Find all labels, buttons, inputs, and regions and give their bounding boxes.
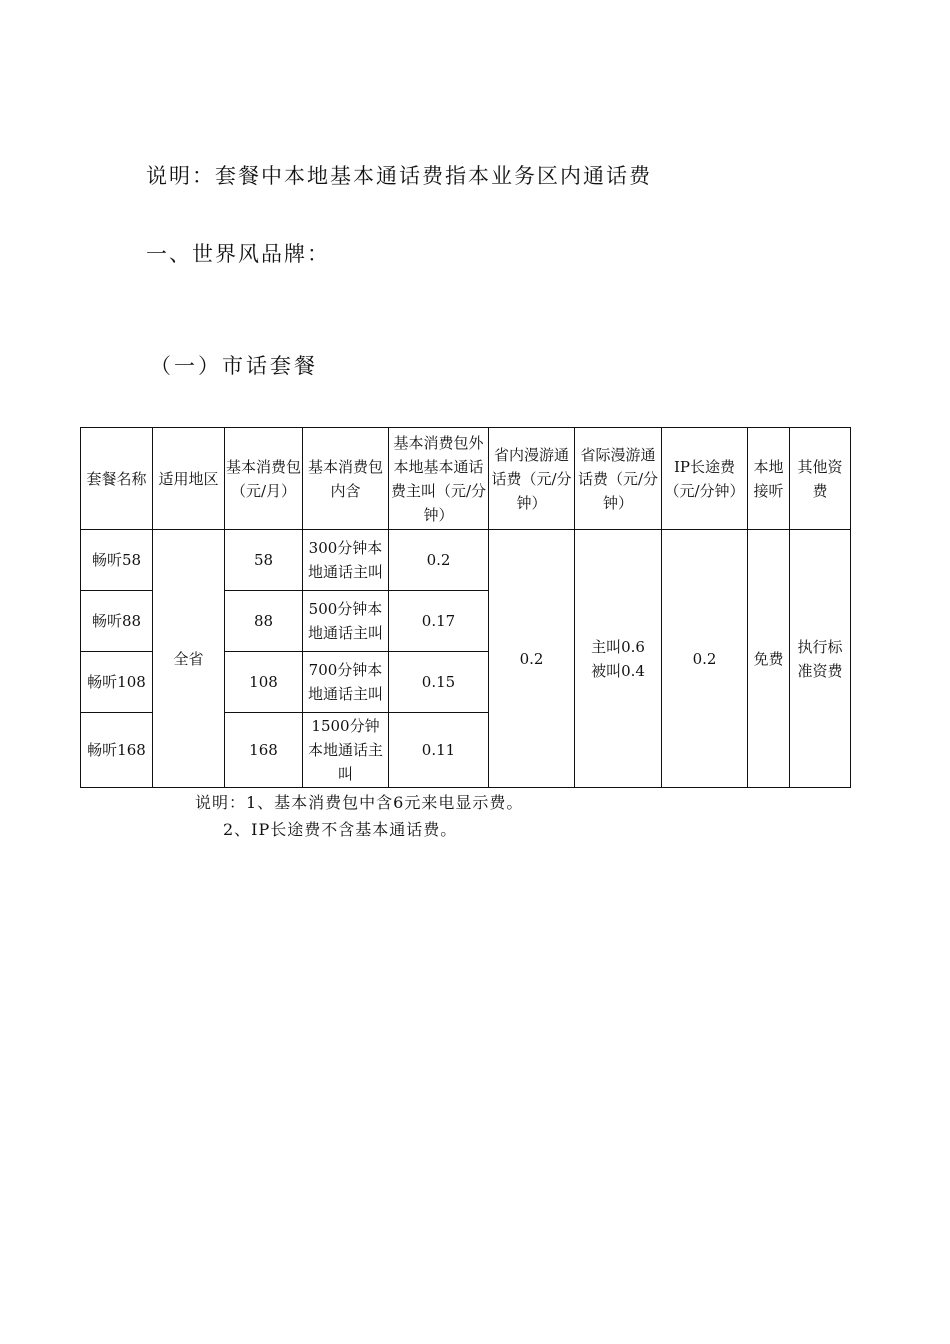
plan-name-cell: 畅听108 xyxy=(81,652,153,713)
other-fees-cell: 执行标准资费 xyxy=(790,530,851,788)
header-local-rate: 基本消费包外本地基本通话费主叫（元/分钟） xyxy=(389,428,489,530)
header-plan-name: 套餐名称 xyxy=(81,428,153,530)
monthly-fee-cell: 168 xyxy=(225,713,303,788)
header-local-answer: 本地接听 xyxy=(748,428,790,530)
interprov-callee-rate: 被叫0.4 xyxy=(591,661,645,680)
included-cell: 300分钟本地通话主叫 xyxy=(303,530,389,591)
intro-note: 说明：套餐中本地基本通话费指本业务区内通话费 xyxy=(146,164,652,188)
table-header-row xyxy=(81,428,851,530)
local-rate-cell: 0.17 xyxy=(389,591,489,652)
included-cell: 1500分钟本地通话主叫 xyxy=(303,713,389,788)
monthly-fee-cell: 88 xyxy=(225,591,303,652)
region-cell: 全省 xyxy=(153,530,225,788)
header-provincial-roaming: 省内漫游通话费（元/分钟） xyxy=(489,428,575,530)
header-region: 适用地区 xyxy=(153,428,225,530)
plan-table xyxy=(80,427,851,788)
ip-long-distance-cell: 0.2 xyxy=(662,530,748,788)
plan-name-cell: 畅听88 xyxy=(81,591,153,652)
header-monthly-fee: 基本消费包（元/月） xyxy=(225,428,303,530)
header-included: 基本消费包内含 xyxy=(303,428,389,530)
local-rate-cell: 0.11 xyxy=(389,713,489,788)
table-row xyxy=(81,530,851,591)
header-ip-long-distance: IP长途费（元/分钟） xyxy=(662,428,748,530)
interprov-caller-rate: 主叫0.6 xyxy=(591,637,645,656)
local-rate-cell: 0.2 xyxy=(389,530,489,591)
header-other-fees: 其他资费 xyxy=(790,428,851,530)
footnote-1: 说明：1、基本消费包中含6元来电显示费。 xyxy=(195,793,524,812)
local-answer-cell: 免费 xyxy=(748,530,790,788)
header-interprov-roaming: 省际漫游通话费（元/分钟） xyxy=(575,428,662,530)
provincial-roaming-cell: 0.2 xyxy=(489,530,575,788)
subsection-heading: （一）市话套餐 xyxy=(150,354,318,378)
plan-name-cell: 畅听168 xyxy=(81,713,153,788)
monthly-fee-cell: 108 xyxy=(225,652,303,713)
section-heading: 一、世界风品牌： xyxy=(146,242,330,266)
local-rate-cell: 0.15 xyxy=(389,652,489,713)
monthly-fee-cell: 58 xyxy=(225,530,303,591)
footnote-2: 2、IP长途费不含基本通话费。 xyxy=(223,820,458,839)
plan-name-cell: 畅听58 xyxy=(81,530,153,591)
included-cell: 700分钟本地通话主叫 xyxy=(303,652,389,713)
included-cell: 500分钟本地通话主叫 xyxy=(303,591,389,652)
interprov-roaming-cell xyxy=(575,530,662,788)
